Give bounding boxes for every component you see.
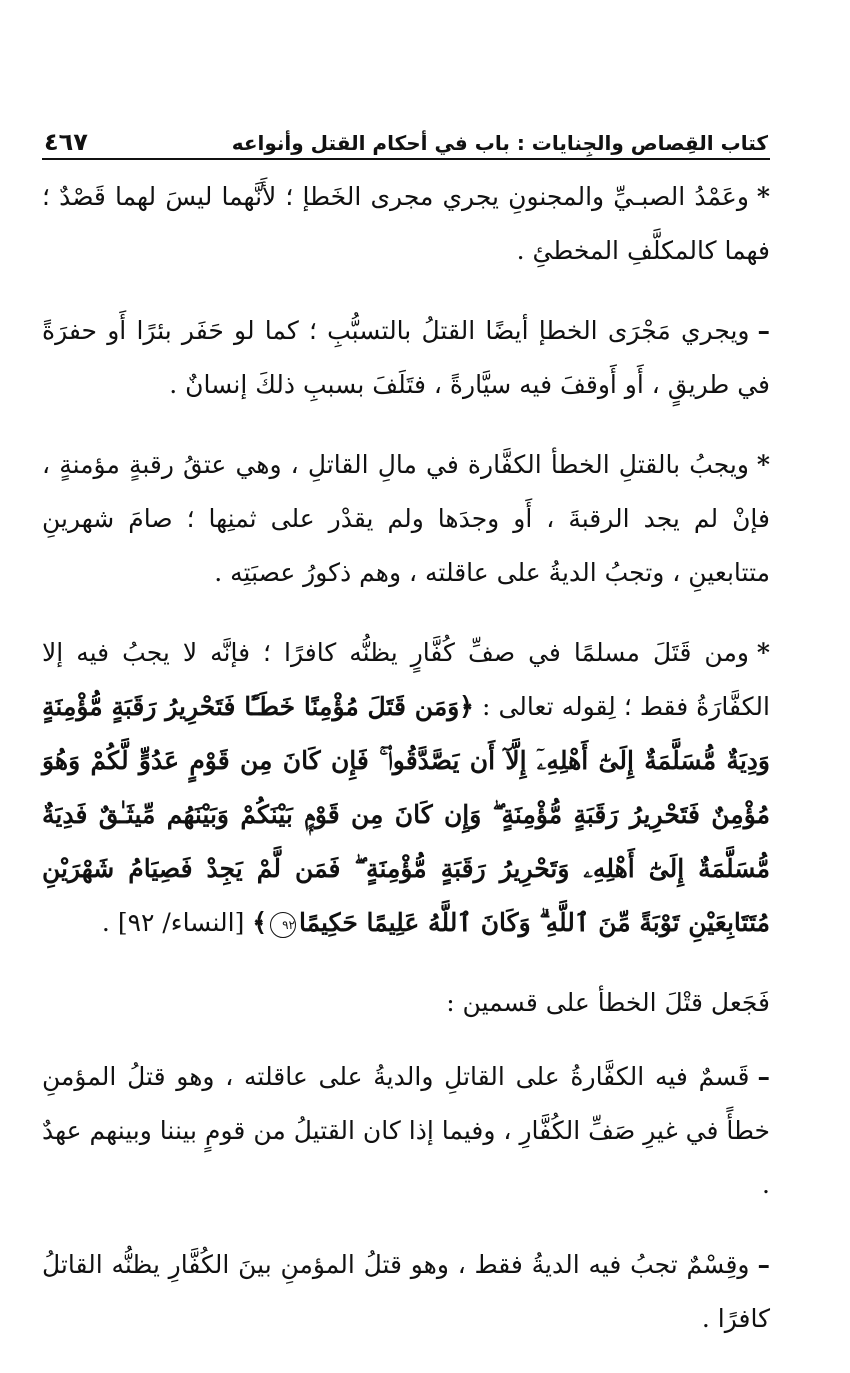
- paragraph-intro-text: ومن قَتَلَ مسلمًا في صفِّ كُفَّارٍ يظنُّه كافرًا ؛ فإنَّه لا يجبُ فيه إلا الكفَّارَةُ فقط ؛ لِقوله تعالى :: [42, 638, 770, 721]
- paragraph-marker: *: [756, 182, 770, 211]
- paragraph-type-two: [42, 1238, 770, 1346]
- paragraph-text: وعَمْدُ الصبـيِّ والمجنونِ يجري مجرى الخَطإ ؛ لأَنَّهما ليسَ لهما قَصْدٌ ؛ فهما كالمكلَّفِ المخطئِ .: [42, 182, 770, 265]
- paragraph-text: وقِسْمٌ تجبُ فيه الديةُ فقط ، وهو قتلُ المؤمنِ بينَ الكُفَّارِ يظنُّه القاتلُ كافرًا .: [42, 1250, 770, 1333]
- quran-verse-text: وَمَن قَتَلَ مُؤْمِنًا خَطَـًٔا فَتَحْرِيرُ رَقَبَةٍ مُّؤْمِنَةٍ وَدِيَةٌ مُّسَلَّمَةٌ إِلَىٰٓ أَهْلِهِۦٓ إِلَّآ أَن يَصَّدَّقُوا۟ ۚ فَإِن كَانَ مِن قَوْمٍ عَدُوٍّ لَّكُمْ وَهُوَ مُؤْمِنٌ فَتَحْرِيرُ رَقَبَةٍ مُّؤْمِنَةٍ ۖ وَإِن كَانَ مِن قَوْمٍۭ بَيْنَكُمْ وَبَيْنَهُم مِّيثَـٰقٌ فَدِيَةٌ مُّسَلَّمَةٌ إِلَىٰٓ أَهْلِهِۦ وَتَحْرِيرُ رَقَبَةٍ مُّؤْمِنَةٍ ۖ فَمَن لَّمْ يَجِدْ فَصِيَامُ شَهْرَيْنِ مُتَتَابِعَيْنِ تَوْبَةً مِّنَ ٱللَّهِ ۗ وَكَانَ ٱللَّهُ عَلِيمًا حَكِيمًا: [42, 692, 770, 937]
- quran-open-bracket: ﴿: [459, 692, 474, 721]
- paragraph-type-one: [42, 1050, 770, 1212]
- paragraph-marker: –: [757, 1062, 770, 1091]
- paragraph-text: ويجبُ بالقتلِ الخطأ الكفَّارة في مالِ القاتلِ ، وهي عتقُ رقبةٍ مؤمنةٍ ، فإنْ لم يجد الرقبةَ ، أَو وجدَها ولم يقدْر على ثمنِها ؛ صامَ شهرينِ متتابعينِ ، وتجبُ الديةُ على عاقلته ، وهم ذكورُ عصبَتِه .: [42, 450, 770, 587]
- page-number: ٤٦٧: [44, 128, 88, 156]
- quran-close-bracket: ﴾: [252, 908, 267, 937]
- paragraph-marker: –: [757, 1250, 770, 1279]
- paragraph-marker: *: [756, 638, 770, 667]
- paragraph-child-intent: [42, 170, 770, 278]
- running-header: [42, 128, 770, 160]
- chapter-title: كتاب القِصاص والجِنايات : باب في أحكام القتل وأنواعه: [231, 131, 768, 155]
- paragraph-marker: *: [756, 450, 770, 479]
- paragraph-expiation: [42, 438, 770, 600]
- book-page: [42, 128, 770, 1372]
- paragraph-text: ويجري مَجْرَى الخطإ أيضًا القتلُ بالتسبُّبِ ؛ كما لو حَفَر بئرًا أَو حفرَةً في طريقٍ ، أَو أَوقفَ فيه سيَّارةً ، فتَلَفَ بسببِ ذلكَ إنسانٌ .: [42, 316, 770, 399]
- paragraph-two-types: [42, 976, 770, 1030]
- paragraph-marker: –: [757, 316, 770, 345]
- verse-citation: [النساء/ ٩٢] .: [101, 908, 245, 937]
- paragraph-causation: [42, 304, 770, 412]
- paragraph-text: فَجَعل قتْلَ الخطأ على قسمين :: [446, 988, 770, 1017]
- paragraph-quran-verse: [42, 626, 770, 950]
- paragraph-text: قَسمٌ فيه الكفَّارةُ على القاتلِ والديةُ على عاقلته ، وهو قتلُ المؤمنِ خطأً في غيرِ صَفِّ الكُفَّارِ ، وفيما إذا كان القتيلُ من قومٍ بيننا وبينهم عهدٌ .: [42, 1062, 770, 1199]
- ayah-number-icon: ٩٢: [270, 912, 296, 938]
